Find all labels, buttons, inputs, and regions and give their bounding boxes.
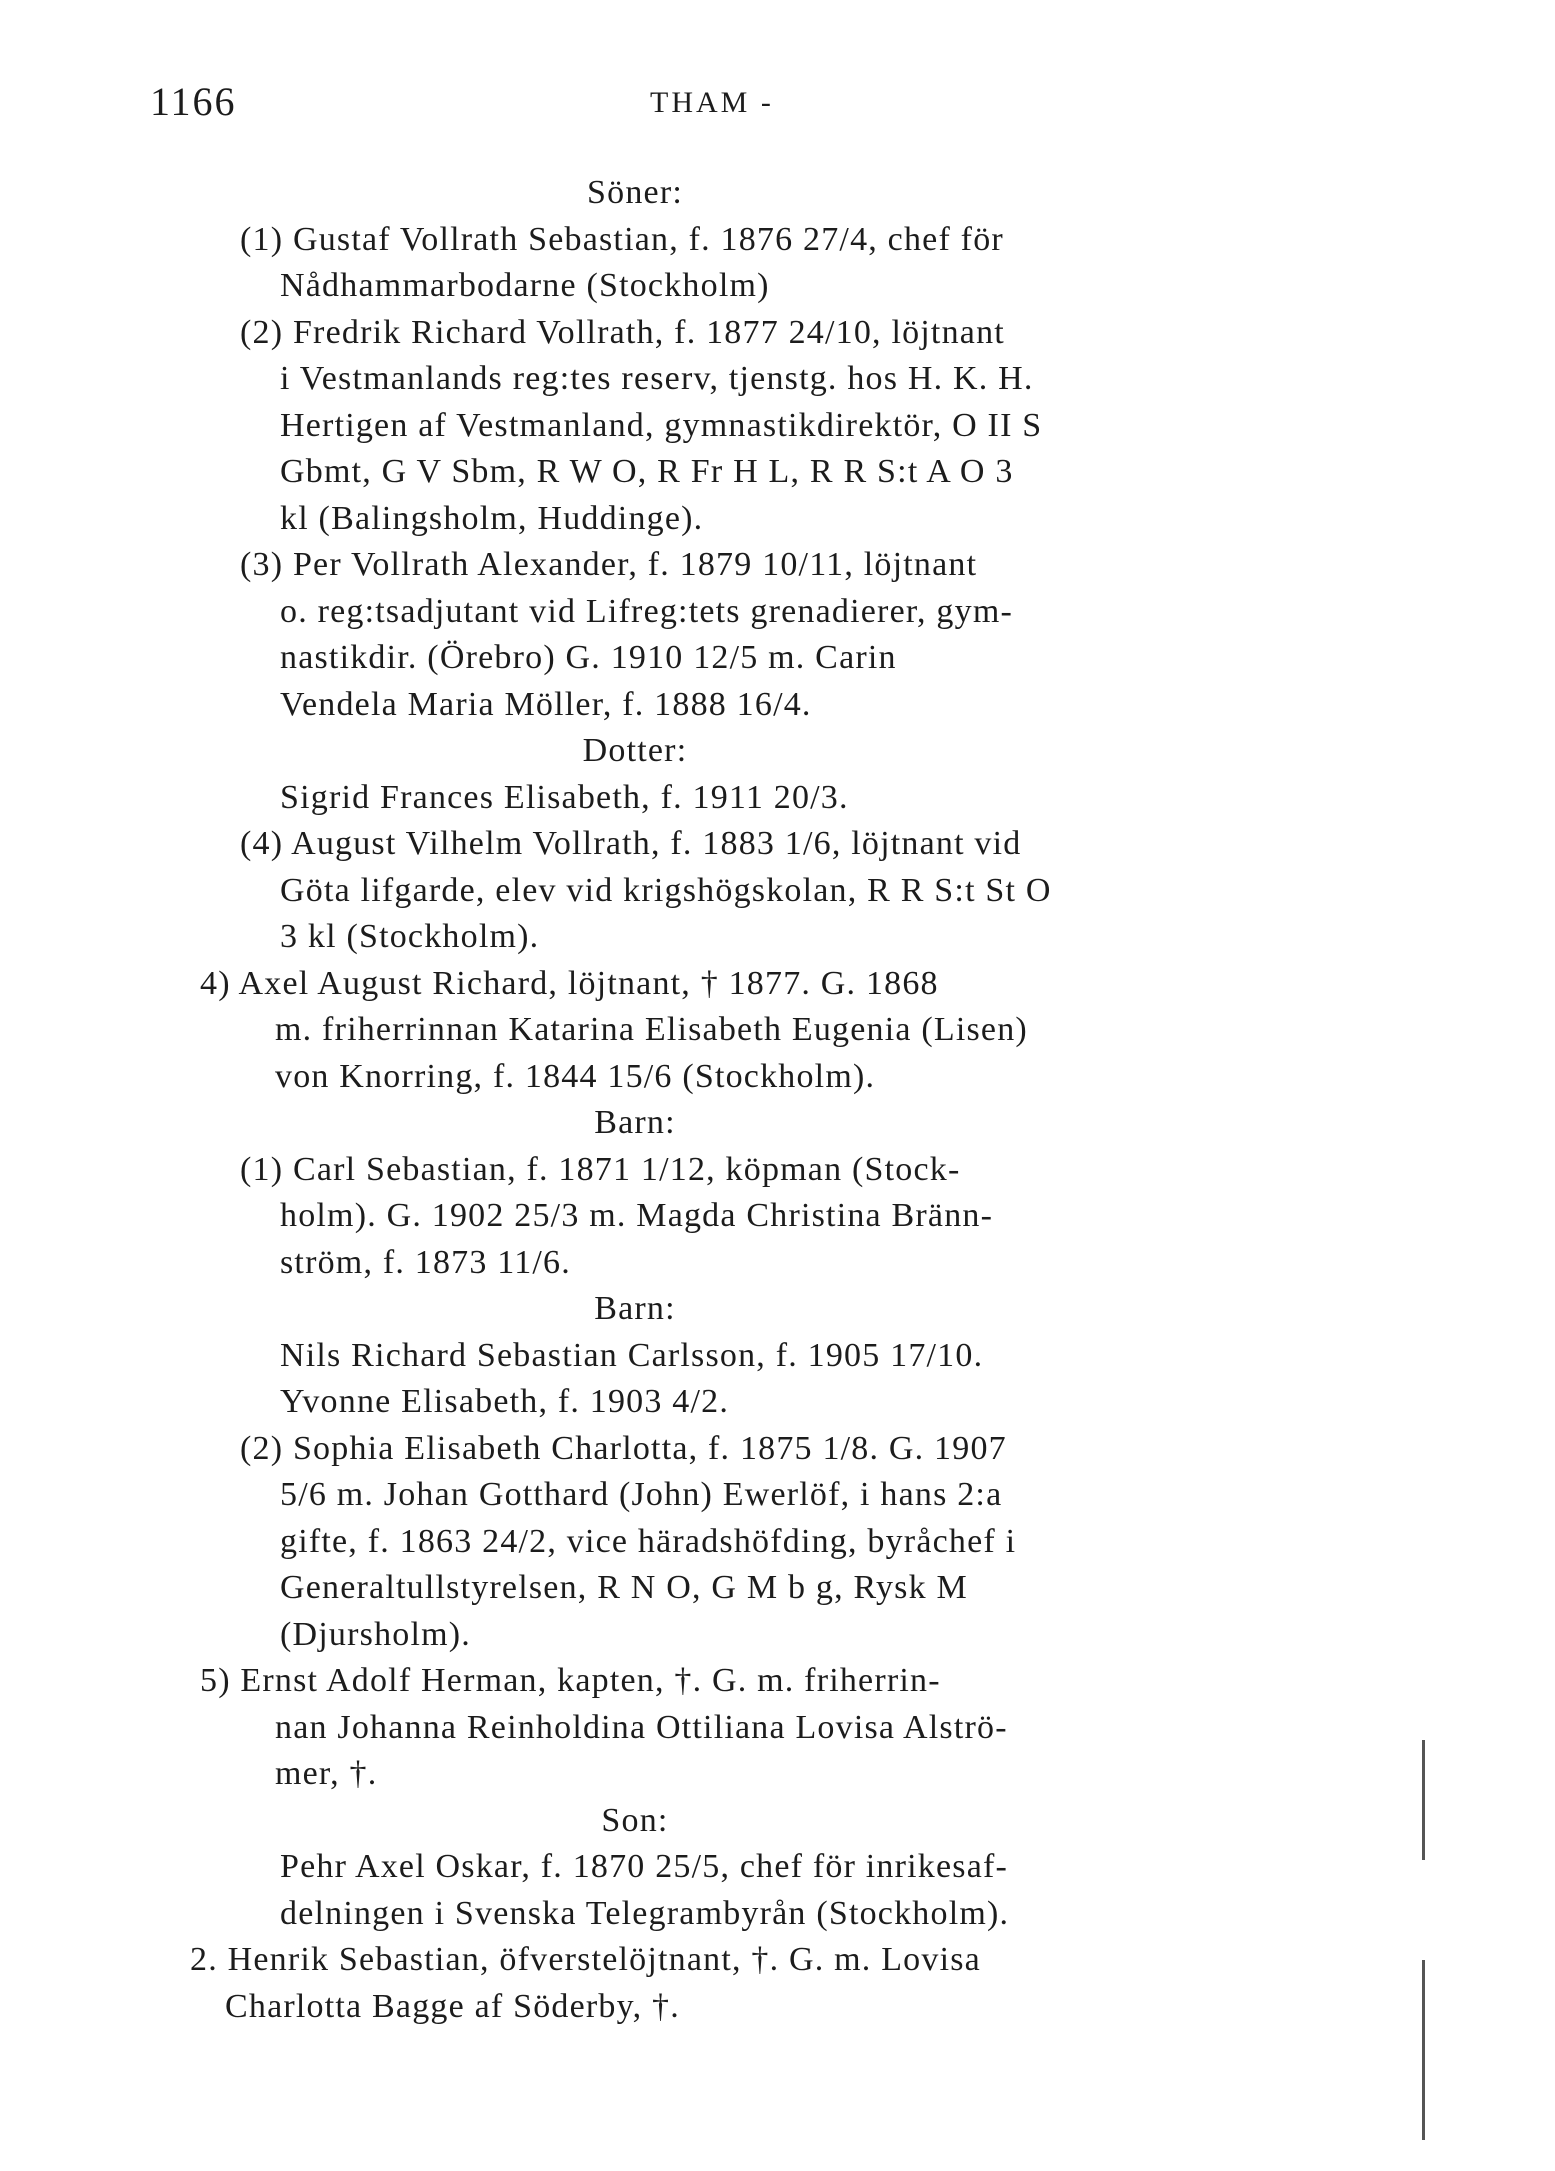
text-line bbox=[190, 1844, 1270, 1891]
line-text: (2) Sophia Elisabeth Charlotta, f. 1875 1/8. G. 1907 bbox=[240, 1429, 1007, 1467]
text-line bbox=[190, 1472, 1270, 1519]
text-line bbox=[190, 775, 1270, 822]
line-text: gifte, f. 1863 24/2, vice häradshöfding, byråchef i bbox=[280, 1522, 1017, 1560]
line-text: m. friherrinnan Katarina Elisabeth Eugenia (Lisen) bbox=[275, 1011, 1028, 1048]
line-text: Yvonne Elisabeth, f. 1903 4/2. bbox=[280, 1383, 730, 1420]
section-heading bbox=[190, 728, 1270, 775]
line-text: 3 kl (Stockholm). bbox=[280, 918, 540, 955]
text-line bbox=[190, 1658, 1270, 1705]
text-line bbox=[190, 589, 1270, 636]
line-text: delningen i Svenska Telegrambyrån (Stockholm). bbox=[280, 1894, 1010, 1932]
text-line bbox=[190, 496, 1270, 543]
line-text: Göta lifgarde, elev vid krigshögskolan, R R S:t St O bbox=[280, 871, 1052, 909]
line-text: (2) Fredrik Richard Vollrath, f. 1877 24/10, löjtnant bbox=[240, 313, 1005, 351]
line-text: (1) Gustaf Vollrath Sebastian, f. 1876 27/4, chef för bbox=[240, 220, 1004, 258]
text-line bbox=[190, 1984, 1270, 2031]
text-line bbox=[190, 1147, 1270, 1194]
text-line bbox=[190, 356, 1270, 403]
text-line bbox=[190, 542, 1270, 589]
line-text: ström, f. 1873 11/6. bbox=[280, 1243, 571, 1281]
text-line bbox=[190, 821, 1270, 868]
line-text: 5) Ernst Adolf Herman, kapten, †. G. m. friherrin- bbox=[200, 1662, 941, 1699]
text-line bbox=[190, 310, 1270, 357]
line-text: nan Johanna Reinholdina Ottiliana Lovisa Alströ- bbox=[275, 1708, 1008, 1746]
line-text: Nils Richard Sebastian Carlsson, f. 1905 17/10. bbox=[280, 1336, 984, 1374]
text-line bbox=[190, 1379, 1270, 1426]
text-line bbox=[190, 403, 1270, 450]
line-text: i Vestmanlands reg:tes reserv, tjenstg. hos H. K. H. bbox=[280, 360, 1034, 397]
line-text: nastikdir. (Örebro) G. 1910 12/5 m. Carin bbox=[280, 639, 897, 676]
text-line bbox=[190, 1751, 1270, 1798]
line-text: 4) Axel August Richard, löjtnant, † 1877. G. 1868 bbox=[200, 964, 939, 1002]
line-text: Generaltullstyrelsen, R N O, G M b g, Rysk M bbox=[280, 1569, 968, 1606]
page-number: 1166 bbox=[150, 79, 237, 124]
line-text: Sigrid Frances Elisabeth, f. 1911 20/3. bbox=[280, 778, 849, 816]
text-line bbox=[190, 1193, 1270, 1240]
line-text: Gbmt, G V Sbm, R W O, R Fr H L, R R S:t A O 3 bbox=[280, 453, 1014, 490]
text-line bbox=[190, 263, 1270, 310]
line-text: Barn: bbox=[594, 1290, 676, 1327]
line-text: Söner: bbox=[587, 174, 683, 211]
line-text: kl (Balingsholm, Huddinge). bbox=[280, 499, 704, 537]
running-head: THAM - bbox=[650, 86, 774, 119]
text-line bbox=[190, 1054, 1270, 1101]
text-line bbox=[190, 217, 1270, 264]
text-line bbox=[190, 1937, 1270, 1984]
text-line bbox=[190, 1612, 1270, 1659]
page-header bbox=[150, 78, 1255, 128]
text-line bbox=[190, 868, 1270, 915]
section-heading bbox=[190, 170, 1270, 217]
line-text: 5/6 m. Johan Gotthard (John) Ewerlöf, i hans 2:a bbox=[280, 1476, 1003, 1513]
text-line bbox=[190, 961, 1270, 1008]
text-line bbox=[190, 635, 1270, 682]
text-line bbox=[190, 1891, 1270, 1938]
text-line bbox=[190, 1240, 1270, 1287]
text-line bbox=[190, 1565, 1270, 1612]
line-text: Dotter: bbox=[582, 732, 688, 769]
margin-mark bbox=[1422, 1960, 1425, 2140]
line-text: 2. Henrik Sebastian, öfverstelöjtnant, †. G. m. Lovisa bbox=[190, 1941, 981, 1978]
text-line bbox=[190, 1426, 1270, 1473]
section-heading bbox=[190, 1286, 1270, 1333]
line-text: Pehr Axel Oskar, f. 1870 25/5, chef för inrikesaf- bbox=[280, 1848, 1009, 1885]
line-text: holm). G. 1902 25/3 m. Magda Christina Bränn- bbox=[280, 1197, 994, 1234]
line-text: Vendela Maria Möller, f. 1888 16/4. bbox=[280, 685, 812, 723]
margin-mark bbox=[1422, 1740, 1425, 1860]
line-text: mer, †. bbox=[275, 1755, 378, 1792]
line-text: Son: bbox=[601, 1801, 669, 1839]
section-heading bbox=[190, 1798, 1270, 1845]
line-text: Hertigen af Vestmanland, gymnastikdirektör, O II S bbox=[280, 406, 1043, 444]
text-line bbox=[190, 1007, 1270, 1054]
line-text: Nådhammarbodarne (Stockholm) bbox=[280, 267, 770, 304]
line-text: o. reg:tsadjutant vid Lifreg:tets grenadierer, gym- bbox=[280, 592, 1013, 630]
text-line bbox=[190, 1519, 1270, 1566]
line-text: Barn: bbox=[594, 1104, 676, 1141]
line-text: Charlotta Bagge af Söderby, †. bbox=[225, 1987, 680, 2025]
text-line bbox=[190, 914, 1270, 961]
line-text: (1) Carl Sebastian, f. 1871 1/12, köpman (Stock- bbox=[240, 1150, 961, 1188]
text-line bbox=[190, 1333, 1270, 1380]
genealogy-text bbox=[190, 170, 1270, 2030]
line-text: (Djursholm). bbox=[280, 1615, 471, 1653]
text-line bbox=[190, 1705, 1270, 1752]
section-heading bbox=[190, 1100, 1270, 1147]
line-text: (3) Per Vollrath Alexander, f. 1879 10/11, löjtnant bbox=[240, 546, 978, 583]
text-line bbox=[190, 682, 1270, 729]
line-text: von Knorring, f. 1844 15/6 (Stockholm). bbox=[275, 1057, 876, 1095]
text-line bbox=[190, 449, 1270, 496]
line-text: (4) August Vilhelm Vollrath, f. 1883 1/6, löjtnant vid bbox=[240, 825, 1022, 862]
